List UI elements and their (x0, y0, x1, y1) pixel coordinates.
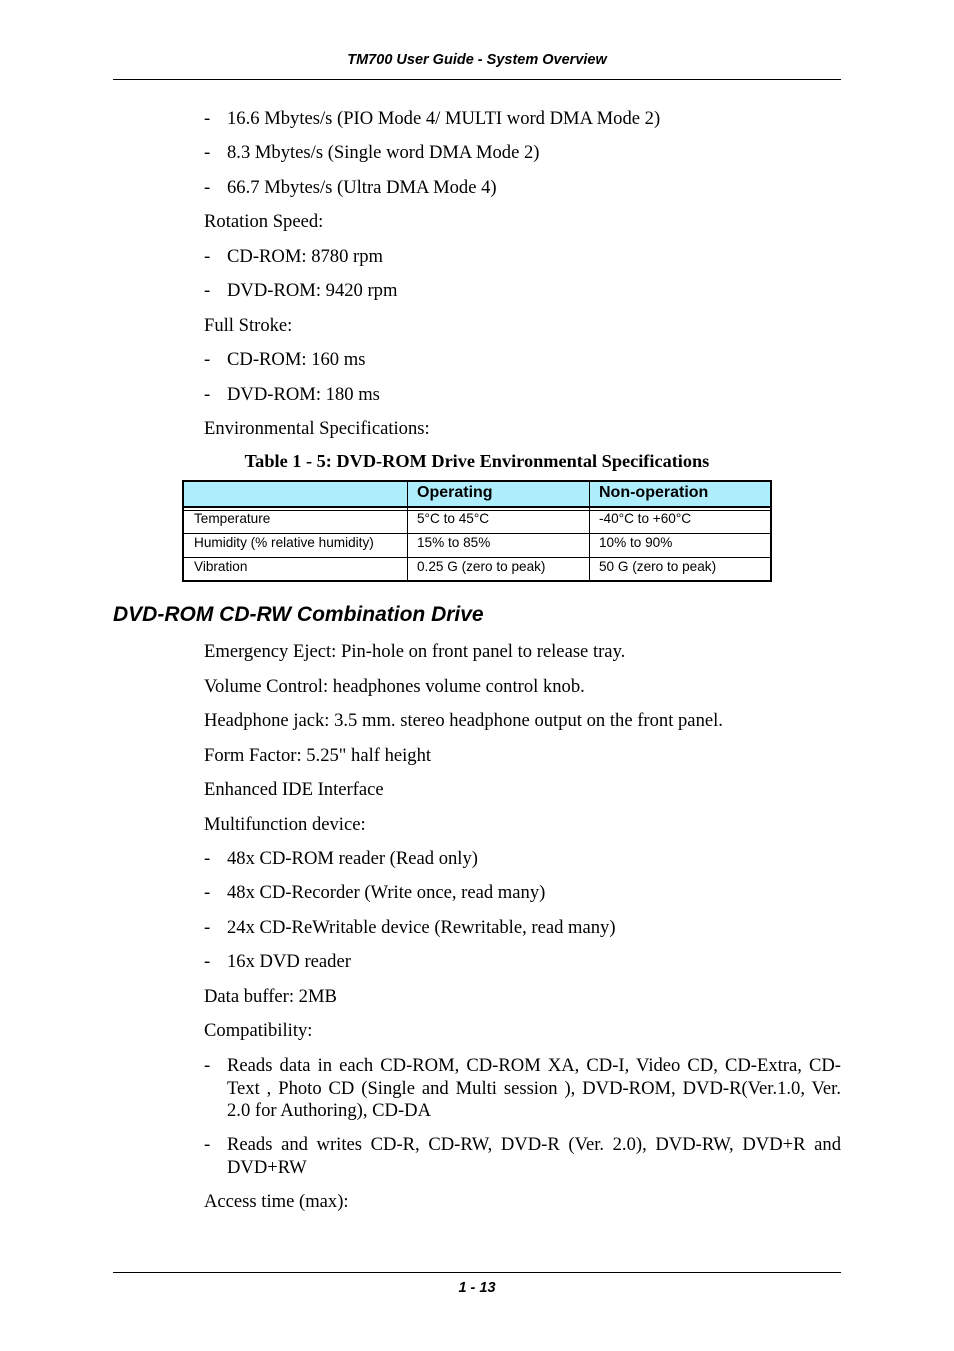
volume-text: Volume Control: headphones volume control knob. (204, 676, 585, 697)
rotation-label: Rotation Speed: (204, 211, 324, 232)
table-cell: 5°C to 45°C (417, 511, 490, 526)
headphone-text: Headphone jack: 3.5 mm. stereo headphone output on the front panel. (204, 710, 723, 731)
section-heading: DVD-ROM CD-RW Combination Drive (113, 603, 484, 626)
page-header: TM700 User Guide - System Overview (347, 52, 607, 68)
table-header-row (184, 482, 770, 508)
table-cell: 10% to 90% (599, 535, 673, 550)
table-header-cell: Operating (417, 484, 493, 501)
buffer-text: Data buffer: 2MB (204, 986, 337, 1007)
env-label: Environmental Specifications: (204, 418, 430, 439)
stroke-label: Full Stroke: (204, 315, 293, 336)
table-header-cell: Non-operation (599, 484, 709, 501)
table-caption: Table 1 - 5: DVD-ROM Drive Environmental Specifications (244, 451, 710, 471)
footer-rule (113, 1272, 841, 1273)
table-cell: 15% to 85% (417, 535, 491, 550)
row-divider (184, 533, 770, 534)
env-spec-table (182, 480, 772, 582)
table-cell: 50 G (zero to peak) (599, 559, 717, 574)
col-divider (589, 482, 590, 580)
ide-text: Enhanced IDE Interface (204, 779, 384, 800)
table-cell: Temperature (194, 511, 271, 526)
multifunction-label: Multifunction device: (204, 814, 366, 835)
header-rule (113, 79, 841, 80)
col-divider (407, 482, 408, 580)
table-cell: Humidity (% relative humidity) (194, 535, 374, 550)
row-divider (184, 557, 770, 558)
eject-text: Emergency Eject: Pin-hole on front panel to release tray. (204, 641, 626, 662)
page-number: 1 - 13 (458, 1280, 496, 1296)
table-cell: -40°C to +60°C (599, 511, 692, 526)
access-time-label: Access time (max): (204, 1191, 349, 1212)
table-cell: 0.25 G (zero to peak) (417, 559, 546, 574)
table-cell: Vibration (194, 559, 248, 574)
form-factor-text: Form Factor: 5.25" half height (204, 745, 432, 766)
compat-label: Compatibility: (204, 1020, 313, 1041)
